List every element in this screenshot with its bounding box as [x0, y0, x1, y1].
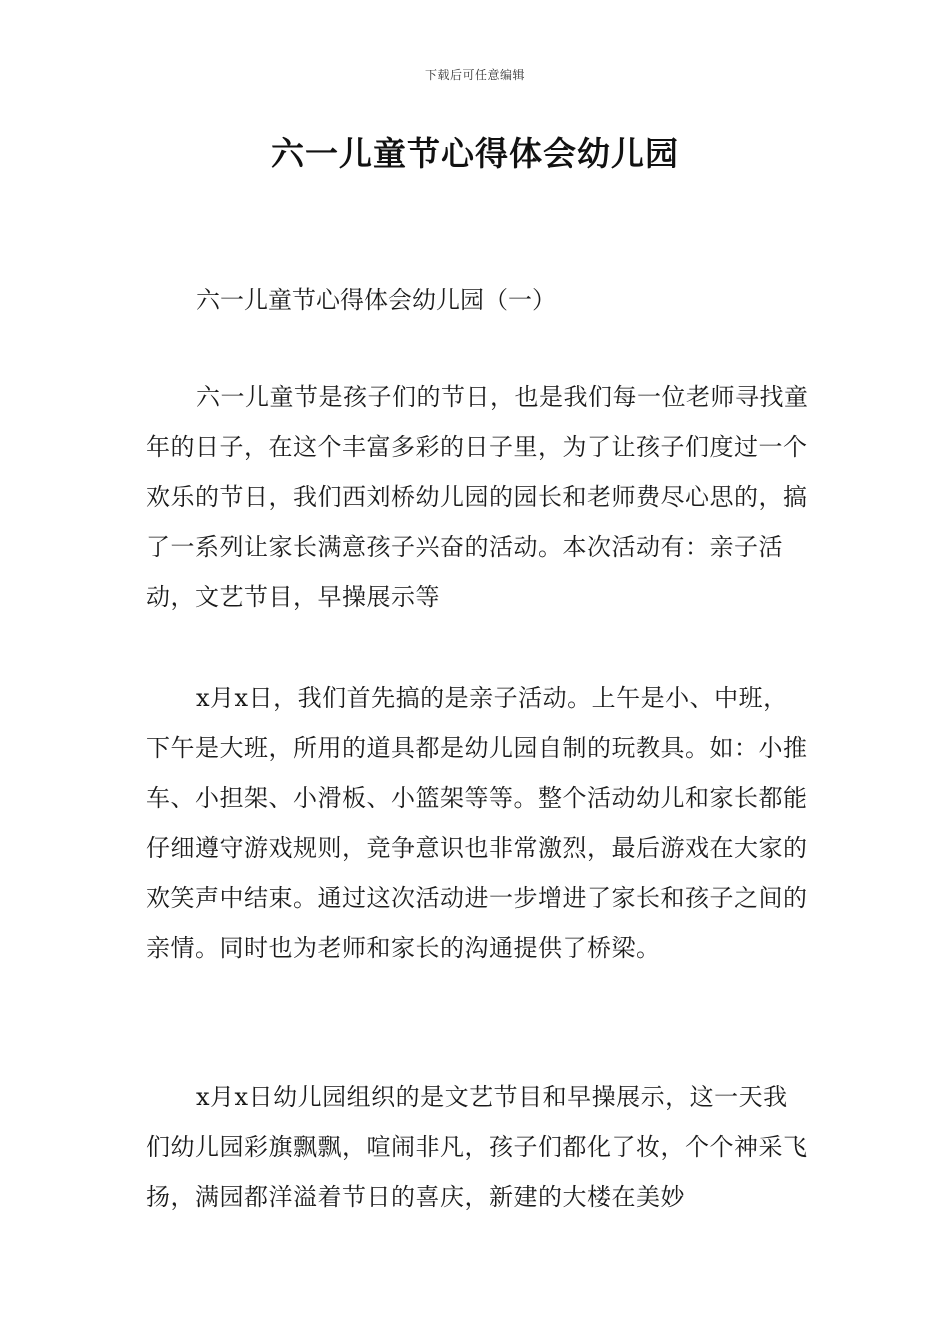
document-title: 六一儿童节心得体会幼儿园	[271, 134, 679, 173]
paragraph-3: x月x日幼儿园组织的是文艺节目和早操展示，这一天我们幼儿园彩旗飘飘，喧闹非凡，孩子们都化了妆，个个神采飞扬，满园都洋溢着节日的喜庆，新建的大楼在美妙	[146, 1083, 808, 1211]
header-note: 下载后可任意编辑	[424, 68, 525, 82]
paragraph-1: 六一儿童节是孩子们的节日，也是我们每一位老师寻找童年的日子，在这个丰富多彩的日子里，为了让孩子们度过一个欢乐的节日，我们西刘桥幼儿园的园长和老师费尽心思的，搞了一系列让家长满意孩子兴奋的活动。本次活动有：亲子活动，文艺节目，早操展示等	[146, 383, 809, 611]
section-subheading: 六一儿童节心得体会幼儿园（一）	[196, 286, 556, 314]
paragraph-2: x月x日，我们首先搞的是亲子活动。上午是小、中班，下午是大班，所用的道具都是幼儿园自制的玩教具。如：小推车、小担架、小滑板、小篮架等等。整个活动幼儿和家长都能仔细遵守游戏规则，竞争意识也非常激烈，最后游戏在大家的欢笑声中结束。通过这次活动进一步增进了家长和孩子之间的亲情。同时也为老师和家长的沟通提供了桥梁。	[146, 684, 808, 962]
